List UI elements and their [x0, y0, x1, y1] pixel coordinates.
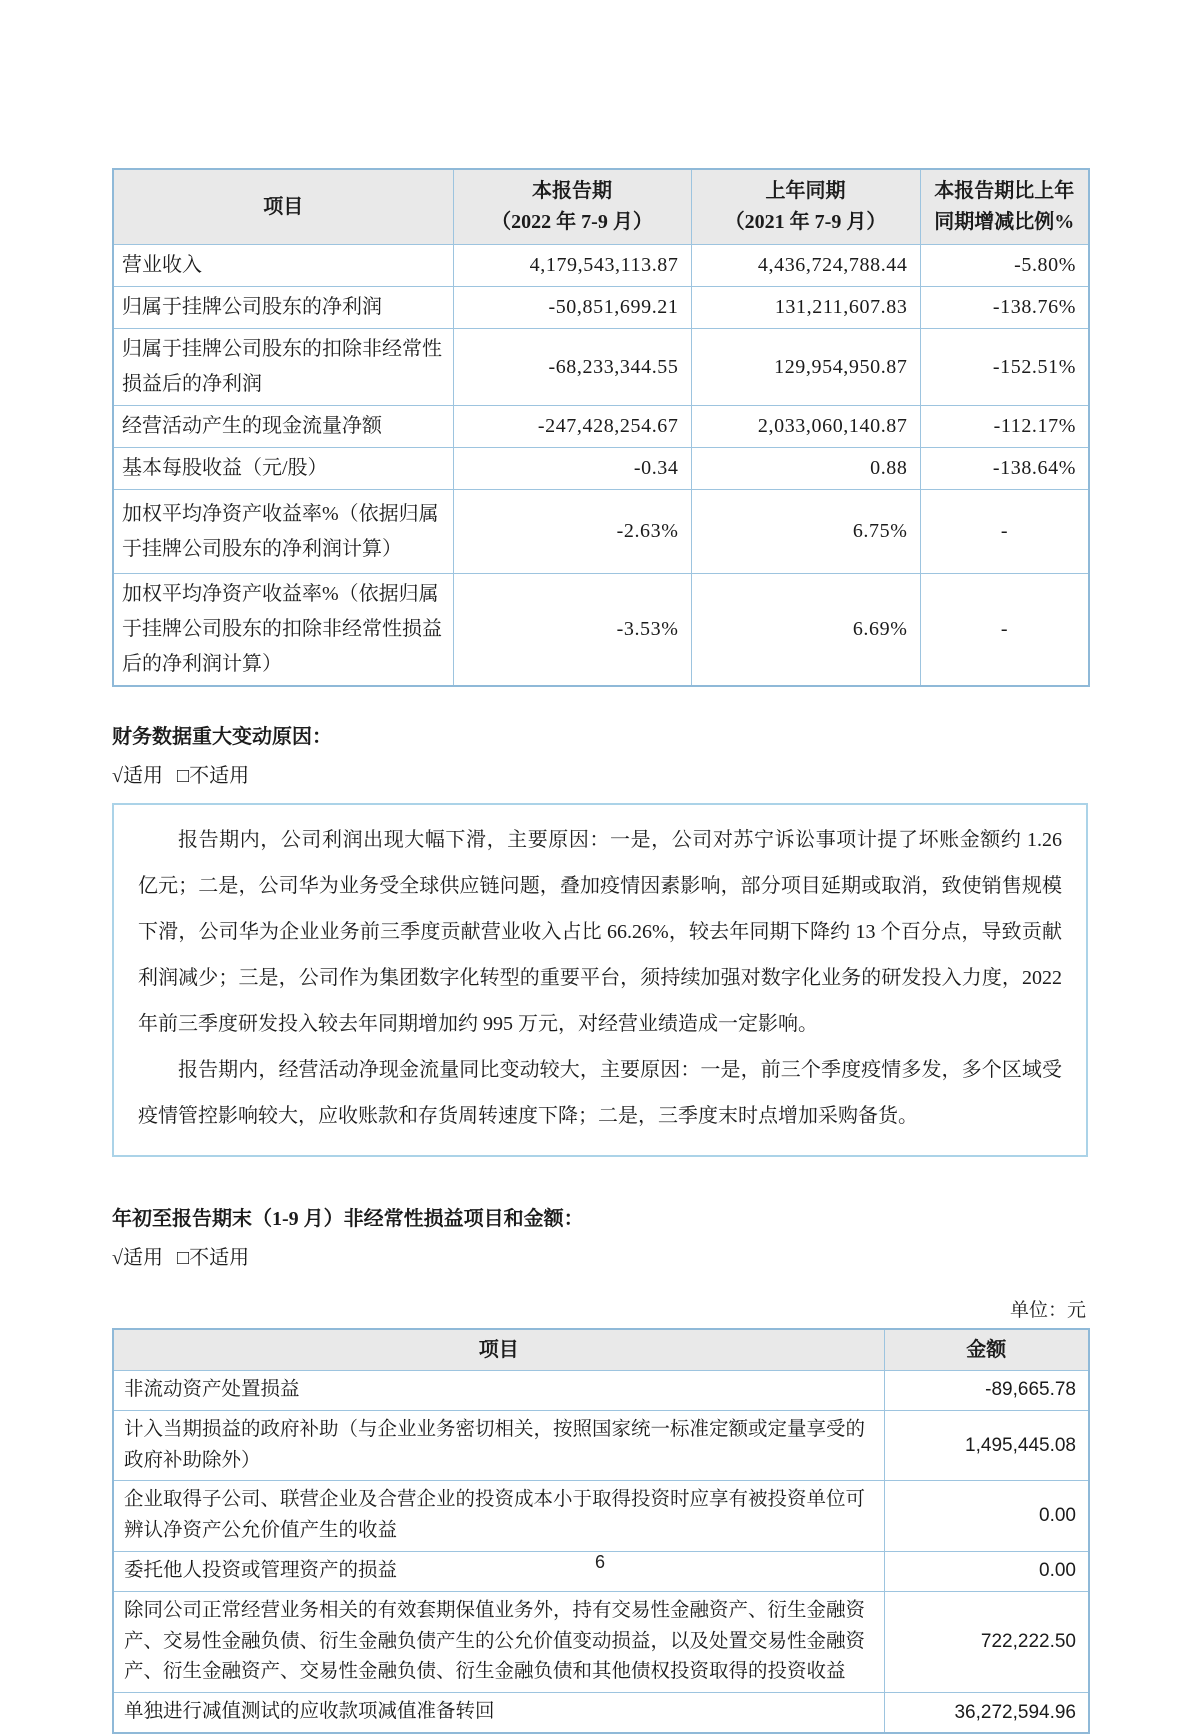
- table-row: [113, 1371, 1089, 1411]
- row-label: 营业收入: [113, 245, 453, 287]
- amount-value: 0.00: [884, 1551, 1089, 1591]
- table-row: [113, 574, 1089, 687]
- current-value: -0.34: [453, 448, 691, 490]
- unit-label: 单位：元: [1009, 1300, 1086, 1321]
- prior-value: 6.75%: [691, 490, 920, 574]
- current-value: -247,428,254.67: [453, 406, 691, 448]
- row-label: 单独进行减值测试的应收款项减值准备转回: [113, 1693, 884, 1733]
- amount-value: 0.00: [884, 1481, 1089, 1552]
- prior-value: 2,033,060,140.87: [691, 406, 920, 448]
- amount-value: -89,665.78: [884, 1371, 1089, 1411]
- non-recurring-header-row: [113, 1329, 1089, 1371]
- table-row: [113, 245, 1089, 287]
- table-row: [113, 1410, 1089, 1481]
- summary-table-header-row: [113, 169, 1089, 245]
- row-label: 计入当期损益的政府补助（与企业业务密切相关，按照国家统一标准定额或定量享受的政府补助除外）: [113, 1410, 884, 1481]
- table-row: [113, 1591, 1089, 1692]
- row-label: 加权平均净资产收益率%（依据归属于挂牌公司股东的扣除非经常性损益后的净利润计算）: [113, 574, 453, 687]
- col-header-item: 项目: [113, 169, 453, 245]
- row-label: 非流动资产处置损益: [113, 1371, 884, 1411]
- prior-value: 131,211,607.83: [691, 287, 920, 329]
- col-header-prior-period: 上年同期 （2021 年 7-9 月）: [691, 169, 920, 245]
- change-value: -5.80%: [920, 245, 1089, 287]
- table-row: [113, 1693, 1089, 1733]
- col-header-change-ratio: 本报告期比上年 同期增减比例%: [920, 169, 1089, 245]
- change-value: -112.17%: [920, 406, 1089, 448]
- row-label: 经营活动产生的现金流量净额: [113, 406, 453, 448]
- table-row: [113, 1481, 1089, 1552]
- table-row: [113, 406, 1089, 448]
- summary-table: [112, 168, 1090, 687]
- amount-value: 722,222.50: [884, 1591, 1089, 1692]
- change-value: -152.51%: [920, 329, 1089, 406]
- row-label: 加权平均净资产收益率%（依据归属于挂牌公司股东的净利润计算）: [113, 490, 453, 574]
- table-row: [113, 448, 1089, 490]
- not-applicable-checkbox: □不适用: [176, 765, 250, 787]
- current-value: 4,179,543,113.87: [453, 245, 691, 287]
- table-row: [113, 287, 1089, 329]
- page-number: 6: [594, 1552, 605, 1572]
- prior-value: 129,954,950.87: [691, 329, 920, 406]
- change-value: -138.76%: [920, 287, 1089, 329]
- change-reason-box: [112, 803, 1088, 1157]
- row-label: 归属于挂牌公司股东的净利润: [113, 287, 453, 329]
- change-value: -138.64%: [920, 448, 1089, 490]
- current-value: -68,233,344.55: [453, 329, 691, 406]
- reason-paragraph-2: 报告期内，经营活动净现金流量同比变动较大，主要原因：一是，前三个季度疫情多发，多个区域受疫情管控影响较大，应收账款和存货周转速度下降；二是，三季度末时点增加采购备货。: [138, 1059, 1062, 1127]
- amount-value: 1,495,445.08: [884, 1410, 1089, 1481]
- current-value: -3.53%: [453, 574, 691, 687]
- reason-paragraph-1: 报告期内，公司利润出现大幅下滑，主要原因：一是，公司对苏宁诉讼事项计提了坏账金额约 1.26 亿元；二是，公司华为业务受全球供应链问题，叠加疫情因素影响，部分项目延期或取消，致使销售规模下滑，公司华为企业业务前三季度贡献营业收入占比 66.26%，较去年同期下降约 13 个百分点，导致贡献利润减少；三是，公司作为集团数字化转型的重要平台，须持续加强对数字化业务的研发投入力度，2022 年前三季度研发投入较去年同期增加约 995 万元，对经营业绩造成一定影响。: [138, 829, 1062, 1035]
- applicability-line: [112, 1243, 1088, 1273]
- document-page: [112, 0, 1088, 1734]
- applicable-checkbox: √适用: [112, 1247, 163, 1269]
- section-title-non-recurring: 年初至报告期末（1-9 月）非经常性损益项目和金额：: [112, 1208, 584, 1230]
- not-applicable-checkbox: □不适用: [176, 1247, 250, 1269]
- prior-value: 4,436,724,788.44: [691, 245, 920, 287]
- row-label: 基本每股收益（元/股）: [113, 448, 453, 490]
- table-row: [113, 490, 1089, 574]
- prior-value: 0.88: [691, 448, 920, 490]
- row-label: 归属于挂牌公司股东的扣除非经常性损益后的净利润: [113, 329, 453, 406]
- current-value: -50,851,699.21: [453, 287, 691, 329]
- amount-value: 36,272,594.96: [884, 1693, 1089, 1733]
- col-header-current-period: 本报告期 （2022 年 7-9 月）: [453, 169, 691, 245]
- current-value: -2.63%: [453, 490, 691, 574]
- prior-value: 6.69%: [691, 574, 920, 687]
- row-label: 委托他人投资或管理资产的损益: [113, 1551, 884, 1591]
- change-value: -: [920, 574, 1089, 687]
- col-header-item: 项目: [113, 1329, 884, 1371]
- table-row: [113, 329, 1089, 406]
- non-recurring-table: [112, 1328, 1090, 1734]
- change-value: -: [920, 490, 1089, 574]
- row-label: 除同公司正常经营业务相关的有效套期保值业务外，持有交易性金融资产、衍生金融资产、交易性金融负债、衍生金融负债产生的公允价值变动损益，以及处置交易性金融资产、衍生金融资产、交易性金融负债、衍生金融负债和其他债权投资取得的投资收益: [113, 1591, 884, 1692]
- applicability-line: [112, 761, 1088, 791]
- row-label: 企业取得子公司、联营企业及合营企业的投资成本小于取得投资时应享有被投资单位可辨认净资产公允价值产生的收益: [113, 1481, 884, 1552]
- applicable-checkbox: √适用: [112, 765, 163, 787]
- col-header-amount: 金额: [884, 1329, 1089, 1371]
- section-title-change-reason: 财务数据重大变动原因：: [112, 726, 332, 748]
